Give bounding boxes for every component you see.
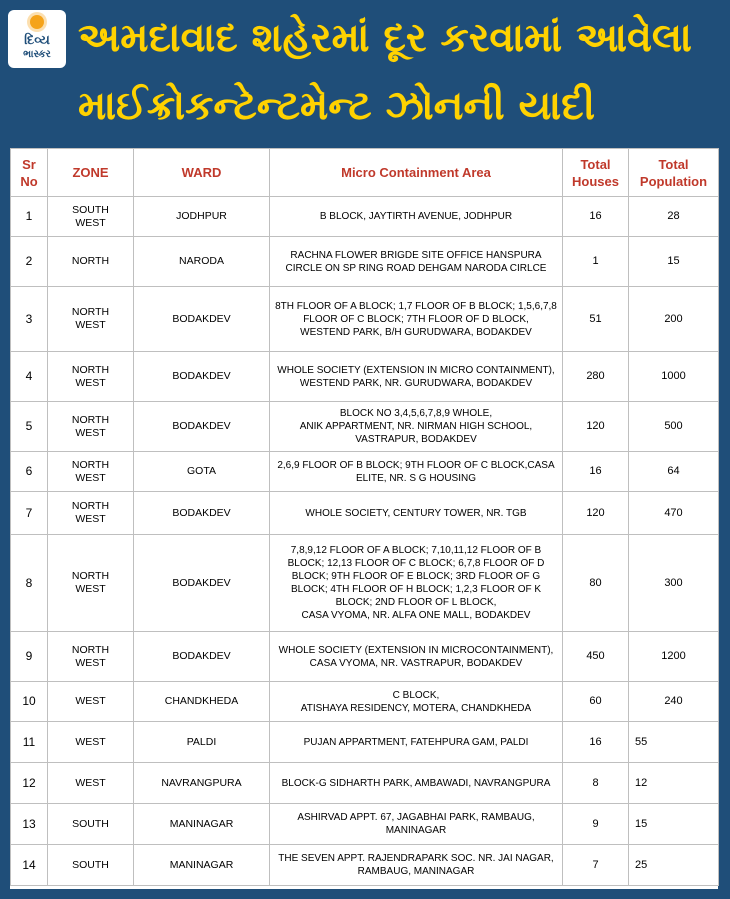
area-cell: WHOLE SOCIETY (EXTENSION IN MICROCONTAINMENT), CASA VYOMA, NR. VASTRAPUR, BODAKDEV — [270, 632, 563, 682]
zone-cell: WEST — [48, 763, 134, 804]
sr-no-cell: 12 — [11, 763, 48, 804]
zone-cell: SOUTH WEST — [48, 197, 134, 237]
ward-cell: BODAKDEV — [134, 352, 270, 402]
table-row — [11, 722, 719, 763]
population-cell: 300 — [629, 535, 719, 632]
area-cell: C BLOCK, ATISHAYA RESIDENCY, MOTERA, CHANDKHEDA — [270, 682, 563, 722]
houses-cell: 1 — [563, 237, 629, 287]
sr-no-cell: 9 — [11, 632, 48, 682]
table-row — [11, 632, 719, 682]
population-cell: 28 — [629, 197, 719, 237]
sr-no-cell: 11 — [11, 722, 48, 763]
table-row — [11, 804, 719, 845]
header-zone: ZONE — [48, 149, 134, 197]
population-cell: 55 — [629, 722, 719, 763]
area-cell: BLOCK NO 3,4,5,6,7,8,9 WHOLE, ANIK APPARTMENT, NR. NIRMAN HIGH SCHOOL, VASTRAPUR, BODAKDEV — [270, 402, 563, 452]
page-title-line1: અમદાવાદ શહેરમાં દૂર કરવામાં આવેલા — [78, 15, 692, 61]
table-row — [11, 535, 719, 632]
sr-no-cell: 13 — [11, 804, 48, 845]
area-cell: ASHIRVAD APPT. 67, JAGABHAI PARK, RAMBAUG, MANINAGAR — [270, 804, 563, 845]
area-cell: THE SEVEN APPT. RAJENDRAPARK SOC. NR. JAI NAGAR, RAMBAUG, MANINAGAR — [270, 845, 563, 886]
zone-cell: SOUTH — [48, 845, 134, 886]
houses-cell: 16 — [563, 197, 629, 237]
sr-no-cell: 14 — [11, 845, 48, 886]
ward-cell: MANINAGAR — [134, 804, 270, 845]
ward-cell: BODAKDEV — [134, 492, 270, 535]
page-title-line2: માઈક્રોકન્ટેન્ટમેન્ટ ઝોનની યાદી — [78, 83, 596, 129]
area-cell: WHOLE SOCIETY, CENTURY TOWER, NR. TGB — [270, 492, 563, 535]
ward-cell: BODAKDEV — [134, 402, 270, 452]
ward-cell: BODAKDEV — [134, 535, 270, 632]
area-cell: WHOLE SOCIETY (EXTENSION IN MICRO CONTAINMENT), WESTEND PARK, NR. GURUDWARA, BODAKDEV — [270, 352, 563, 402]
zone-cell: NORTH WEST — [48, 452, 134, 492]
ward-cell: CHANDKHEDA — [134, 682, 270, 722]
table-row — [11, 452, 719, 492]
population-cell: 240 — [629, 682, 719, 722]
houses-cell: 51 — [563, 287, 629, 352]
containment-table-wrap — [10, 148, 718, 889]
sr-no-cell: 7 — [11, 492, 48, 535]
area-cell: BLOCK-G SIDHARTH PARK, AMBAWADI, NAVRANGPURA — [270, 763, 563, 804]
population-cell: 500 — [629, 402, 719, 452]
sr-no-cell: 1 — [11, 197, 48, 237]
zone-cell: WEST — [48, 682, 134, 722]
population-cell: 25 — [629, 845, 719, 886]
table-row — [11, 845, 719, 886]
sr-no-cell: 6 — [11, 452, 48, 492]
sr-no-cell: 3 — [11, 287, 48, 352]
ward-cell: GOTA — [134, 452, 270, 492]
area-cell: 8TH FLOOR OF A BLOCK; 1,7 FLOOR OF B BLOCK; 1,5,6,7,8 FLOOR OF C BLOCK; 7TH FLOOR OF D BLOCK, WESTEND PARK, B/H GURUDWARA, BODAKDEV — [270, 287, 563, 352]
area-cell: 2,6,9 FLOOR OF B BLOCK; 9TH FLOOR OF C BLOCK,CASA ELITE, NR. S G HOUSING — [270, 452, 563, 492]
sr-no-cell: 5 — [11, 402, 48, 452]
header-houses: Total Houses — [563, 149, 629, 197]
population-cell: 200 — [629, 287, 719, 352]
ward-cell: BODAKDEV — [134, 632, 270, 682]
population-cell: 64 — [629, 452, 719, 492]
zone-cell: NORTH WEST — [48, 632, 134, 682]
table-row — [11, 197, 719, 237]
ward-cell: NAVRANGPURA — [134, 763, 270, 804]
sun-icon — [30, 15, 44, 29]
area-cell: B BLOCK, JAYTIRTH AVENUE, JODHPUR — [270, 197, 563, 237]
header-population: Total Population — [629, 149, 719, 197]
houses-cell: 450 — [563, 632, 629, 682]
table-row — [11, 352, 719, 402]
table-header-row — [11, 149, 719, 197]
area-cell: PUJAN APPARTMENT, FATEHPURA GAM, PALDI — [270, 722, 563, 763]
zone-cell: NORTH WEST — [48, 535, 134, 632]
table-row — [11, 402, 719, 452]
zone-cell: NORTH WEST — [48, 492, 134, 535]
zone-cell: NORTH WEST — [48, 352, 134, 402]
header — [0, 0, 730, 145]
houses-cell: 120 — [563, 492, 629, 535]
zone-cell: WEST — [48, 722, 134, 763]
population-cell: 1000 — [629, 352, 719, 402]
ward-cell: BODAKDEV — [134, 287, 270, 352]
population-cell: 1200 — [629, 632, 719, 682]
table-row — [11, 237, 719, 287]
houses-cell: 60 — [563, 682, 629, 722]
table-row — [11, 287, 719, 352]
population-cell: 470 — [629, 492, 719, 535]
zone-cell: NORTH — [48, 237, 134, 287]
zone-cell: NORTH WEST — [48, 402, 134, 452]
population-cell: 15 — [629, 804, 719, 845]
ward-cell: NARODA — [134, 237, 270, 287]
area-cell: RACHNA FLOWER BRIGDE SITE OFFICE HANSPURA CIRCLE ON SP RING ROAD DEHGAM NARODA CIRLCE — [270, 237, 563, 287]
sr-no-cell: 4 — [11, 352, 48, 402]
zone-cell: SOUTH — [48, 804, 134, 845]
houses-cell: 280 — [563, 352, 629, 402]
sr-no-cell: 2 — [11, 237, 48, 287]
houses-cell: 7 — [563, 845, 629, 886]
header-ward: WARD — [134, 149, 270, 197]
table-row — [11, 682, 719, 722]
logo-line2: ભાસ્કર — [23, 49, 51, 60]
divya-bhaskar-logo — [8, 10, 66, 68]
population-cell: 12 — [629, 763, 719, 804]
logo-line1: દિવ્ય — [24, 33, 50, 48]
houses-cell: 16 — [563, 722, 629, 763]
ward-cell: JODHPUR — [134, 197, 270, 237]
table-body — [11, 197, 719, 886]
population-cell: 15 — [629, 237, 719, 287]
header-sr-no: Sr No — [11, 149, 48, 197]
houses-cell: 16 — [563, 452, 629, 492]
area-cell: 7,8,9,12 FLOOR OF A BLOCK; 7,10,11,12 FLOOR OF B BLOCK; 12,13 FLOOR OF C BLOCK; 6,7,8 FLOOR OF D BLOCK; 9TH FLOOR OF E BLOCK; 3RD FLOOR OF G BLOCK; 4TH FLOOR OF H BLOCK; 1,2,3 FLOOR OF K BLOCK; 2ND FLOOR OF L BLOCK, CASA VYOMA, NR. ALFA ONE MALL, BODAKDEV — [270, 535, 563, 632]
sr-no-cell: 10 — [11, 682, 48, 722]
houses-cell: 120 — [563, 402, 629, 452]
table-row — [11, 763, 719, 804]
ward-cell: MANINAGAR — [134, 845, 270, 886]
houses-cell: 8 — [563, 763, 629, 804]
header-area: Micro Containment Area — [270, 149, 563, 197]
ward-cell: PALDI — [134, 722, 270, 763]
sr-no-cell: 8 — [11, 535, 48, 632]
containment-table — [10, 148, 719, 886]
houses-cell: 9 — [563, 804, 629, 845]
table-row — [11, 492, 719, 535]
zone-cell: NORTH WEST — [48, 287, 134, 352]
houses-cell: 80 — [563, 535, 629, 632]
